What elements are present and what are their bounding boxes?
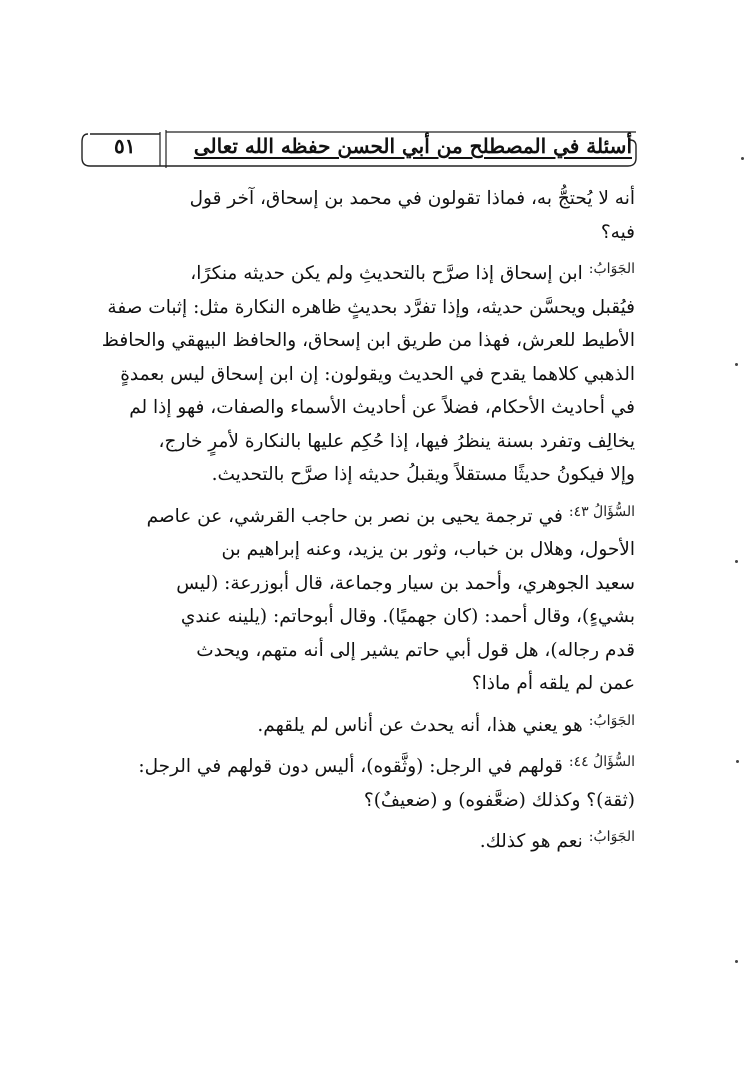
running-header — [80, 128, 638, 172]
body-text — [95, 182, 635, 859]
scan-speck — [741, 157, 744, 160]
text-line: فيُقبل ويحسَّن حديثه، وإذا تفرَّد بحديثٍ ظاهره النكارة مثل: إثبات صفة — [107, 296, 635, 318]
text-line: الذهبي كلاهما يقدح في الحديث ويقولون: إن ابن إسحاق ليس بعمدةٍ — [120, 363, 635, 385]
question-43-label: السُّؤَالُ ٤٣: — [568, 503, 635, 520]
text-line: في أحاديث الأحكام، فضلاً عن أحاديث الأسماء والصفات، فهو إذا لم — [129, 397, 635, 418]
page-number: ٥١ — [114, 134, 136, 158]
text-line: وإلا فيكونُ حديثًا مستقلاً ويقبلُ حديثه إذا صرَّح بالتحديث. — [211, 464, 635, 485]
scan-speck — [735, 960, 738, 963]
text-line: في ترجمة يحيى بن نصر بن حاجب القرشي، عن عاصم — [146, 505, 563, 527]
text-line: الأطيط للعرش، فهذا من طريق ابن إسحاق، والحافظ البيهقي والحافظ — [101, 330, 635, 351]
text-line: قولهم في الرجل: (وثَّقوه)، أليس دون قولهم في الرجل: — [138, 756, 563, 777]
text-line: يخالِف وتفرد بسنة ينظرُ فيها، إذا حُكِم عليها بالنكارة لأمرٍ خارج، — [158, 430, 635, 452]
scan-speck — [736, 760, 739, 763]
text-line: الأحول، وهلال بن خباب، وثور بن يزيد، وعنه إبراهيم بن — [221, 539, 635, 560]
text-line: نعم هو كذلك. — [479, 831, 583, 852]
text-line: قدم رجاله)، هل قول أبي حاتم يشير إلى أنه متهم، ويحدث — [196, 639, 635, 661]
text-line: بشيءٍ)، وقال أحمد: (كان جهميًا). وقال أبوحاتم: (يلينه عندي — [180, 606, 635, 627]
intro-paragraph — [95, 182, 635, 249]
text-line: أنه لا يُحتجُّ به، فماذا تقولون في محمد بن إسحاق، آخر قول — [189, 188, 635, 209]
answer-43-block — [95, 705, 635, 743]
question-44-label: السُّؤَالُ ٤٤: — [568, 754, 635, 770]
answer-label: الجَوَابُ: — [588, 829, 635, 845]
text-line: عمن لم يلقه أم ماذا؟ — [471, 673, 635, 694]
text-line: سعيد الجوهري، وأحمد بن سيار وجماعة، قال أبوزرعة: (ليس — [176, 572, 635, 594]
text-line: هو يعني هذا، أنه يحدث عن أناس لم يلقهم. — [257, 714, 583, 736]
scan-speck — [735, 363, 738, 366]
answer-label: الجَوَابُ: — [588, 712, 635, 729]
answer-label: الجَوَابُ: — [588, 261, 635, 277]
text-line: فيه؟ — [600, 221, 635, 243]
text-line: ابن إسحاق إذا صرَّح بالتحديثِ ولم يكن حديثه منكرًا، — [190, 263, 583, 284]
header-title: أسئلة في المصطلح من أبي الحسن حفظه الله تعالى — [193, 134, 632, 158]
answer-44-block — [95, 821, 635, 859]
answer-block — [95, 253, 635, 492]
text-line: (ثقة)؟ وكذلك (ضعَّفوه) و (ضعيفٌ)؟ — [363, 789, 635, 811]
question-44-block — [95, 746, 635, 817]
scan-speck — [735, 560, 738, 563]
question-43-block — [95, 496, 635, 701]
